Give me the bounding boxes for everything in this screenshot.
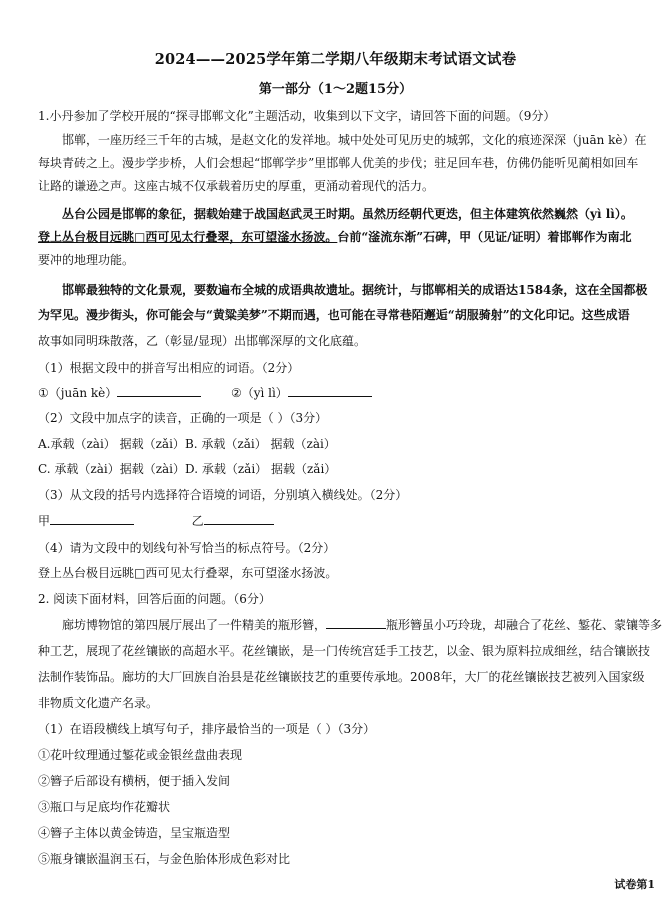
q1-p2-line1: 丛台公园是邯郸的象征，据载始建于战国赵武灵王时期。虽然历经朝代更迭，但主体建筑依然巍然（yì lì）。 bbox=[62, 207, 633, 221]
answer-blank-b[interactable] bbox=[288, 385, 372, 397]
part-heading: 第一部分（1～2题15分） bbox=[258, 82, 413, 97]
q2-p1-before: 廊坊博物馆的第四展厅展出了一件精美的瓶形簪， bbox=[62, 618, 327, 632]
q1-sub2: （2）文段中加点字的读音，正确的一项是（ ）（3分） bbox=[38, 411, 328, 425]
answer-blank-yi[interactable] bbox=[204, 513, 274, 525]
q1-stem: 1.小丹参加了学校开展的“探寻邯郸文化”主题活动，收集到以下文字，请回答下面的问题。（9分） bbox=[38, 109, 556, 123]
option-b[interactable]: B. 承载（zǎi） 据载（zài） bbox=[184, 437, 336, 451]
pinyin-b: ②（yì lì） bbox=[230, 386, 288, 400]
q2-p2-line3: 非物质文化遗产名录。 bbox=[38, 696, 159, 710]
q1-p2-after: 台前“滏流东渐”石碑，甲（见证/证明）着邯郸作为南北 bbox=[337, 230, 632, 244]
q1-p1-line2: 每块青砖之上。漫步学步桥，人们会想起“邯郸学步”里邯郸人优美的步伐；驻足回车巷，仿佛仍能听见蔺相如回车 bbox=[38, 156, 639, 170]
q1-p3-line2: 为罕见。漫步街头，你可能会与“黄粱美梦”不期而遇，也可能在寻常巷陌邂逅“胡服骑射”的文化印记。这些成语 bbox=[38, 308, 630, 322]
q2-sub1: （1）在语段横线上填写句子，排序最恰当的一项是（ ）（3分） bbox=[38, 722, 376, 736]
page-number: 试卷第1 bbox=[614, 878, 655, 891]
option-d[interactable]: D. 承载（zǎi） 据载（zǎi） bbox=[185, 462, 337, 476]
q2-item-5: ⑤瓶身镶嵌温润玉石，与金色胎体形成色彩对比 bbox=[38, 852, 291, 866]
option-a[interactable]: A.承载（zài） 据载（zǎi） bbox=[38, 437, 185, 451]
q2-item-2: ②簪子后部设有横柄，便于插入发间 bbox=[38, 774, 231, 788]
q1-p2-line3: 要冲的地理功能。 bbox=[38, 253, 135, 267]
q1-sub4-sentence: 登上丛台极目远眺□西可见太行叠翠，东可望滏水扬波。 bbox=[38, 566, 338, 580]
q1-sub1-answers bbox=[38, 385, 633, 401]
q2-p1-after: 瓶形簪虽小巧玲珑，却融合了花丝、錾花、蒙镶等多 bbox=[386, 618, 663, 632]
q1-p1-line1: 邯郸，一座历经三千年的古城，是赵文化的发祥地。城中处处可见历史的城郭，文化的痕迹深深（juān kè）在 bbox=[62, 133, 647, 147]
pinyin-a: ①（juān kè） bbox=[38, 386, 118, 400]
blank-label-yi: 乙 bbox=[191, 514, 204, 528]
q1-p3-line3: 故事如同明珠散落，乙（彰显/显现）出邯郸深厚的文化底蕴。 bbox=[38, 334, 367, 348]
q2-item-1: ①花叶纹理通过錾花或金银丝盘曲表现 bbox=[38, 748, 243, 762]
q2-item-4: ④簪子主体以黄金铸造，呈宝瓶造型 bbox=[38, 826, 231, 840]
answer-blank-a[interactable] bbox=[117, 385, 201, 397]
underlined-sentence: 登上丛台极目远眺□西可见太行叠翠，东可望滏水扬波。 bbox=[38, 230, 338, 244]
answer-blank-q2[interactable] bbox=[326, 617, 386, 629]
q1-sub3-answers bbox=[38, 513, 633, 529]
blank-label-jia: 甲 bbox=[38, 514, 51, 528]
option-c[interactable]: C. 承载（zài）据载（zài） bbox=[38, 462, 186, 476]
q2-p2-line1: 种工艺，展现了花丝镶嵌的高超水平。花丝镶嵌，是一门传统宫廷手工技艺，以金、银为原料拉成细丝，结合镶嵌技 bbox=[38, 644, 651, 658]
q1-sub3: （3）从文段的括号内选择符合语境的词语，分别填入横线处。（2分） bbox=[38, 488, 408, 502]
q2-p2-line2: 法制作装饰品。廊坊的大厂回族自治县是花丝镶嵌技艺的重要传承地。2008年，大厂的花丝镶嵌技艺被列入国家级 bbox=[38, 670, 645, 684]
options-ab bbox=[38, 436, 633, 452]
q2-item-3: ③瓶口与足底均作花瓣状 bbox=[38, 800, 171, 814]
q1-p1-line3: 让路的谦逊之声。这座古城不仅承载着历史的厚重，更涌动着现代的活力。 bbox=[38, 179, 435, 193]
q2-stem: 2. 阅读下面材料，回答后面的问题。（6分） bbox=[38, 592, 271, 606]
q1-sub4: （4）请为文段中的划线句补写恰当的标点符号。（2分） bbox=[38, 541, 336, 555]
q1-p2-line2 bbox=[38, 229, 633, 245]
q2-p1-line1 bbox=[62, 617, 663, 633]
q1-sub1: （1）根据文段中的拼音写出相应的词语。（2分） bbox=[38, 361, 300, 375]
options-cd bbox=[38, 461, 633, 477]
q1-p3-line1: 邯郸最独特的文化景观，要数遍布全城的成语典故遗址。据统计，与邯郸相关的成语达1584条，这在全国都极 bbox=[62, 283, 648, 297]
exam-title: 2024——2025学年第二学期八年级期末考试语文试卷 bbox=[154, 51, 517, 68]
answer-blank-jia[interactable] bbox=[50, 513, 134, 525]
